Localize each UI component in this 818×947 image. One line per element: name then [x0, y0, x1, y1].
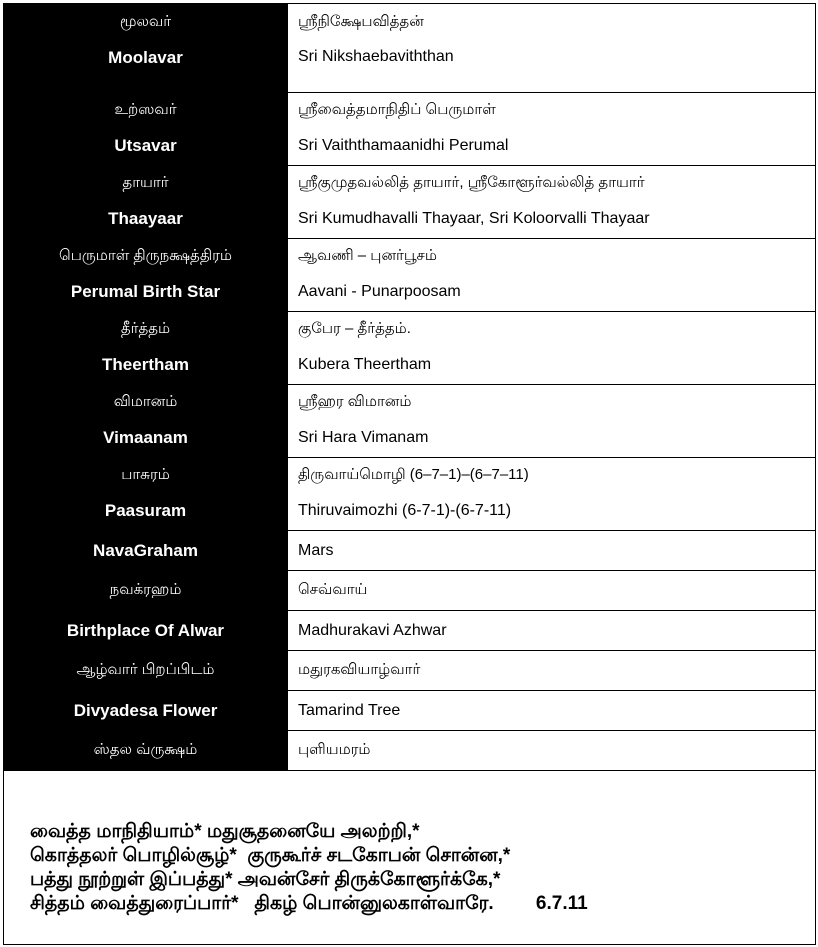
english-value: Sri Hara Vimanam — [298, 429, 429, 446]
table-row — [4, 166, 815, 239]
row-value-cell — [288, 691, 816, 731]
row-value-cell — [288, 166, 816, 239]
tamil-value: ஸ்ரீநிக்ஷேபவித்தன் — [298, 12, 424, 30]
temple-info-table — [4, 4, 815, 771]
english-value: Sri Nikshaebaviththan — [298, 48, 454, 65]
row-value: Madhurakavi Azhwar — [298, 621, 447, 639]
english-value: Aavani - Punarpoosam — [298, 283, 461, 300]
pasuram-line: வைத்த மாநிதியாம்* மதுசூதனையே அலற்றி,* — [30, 821, 420, 842]
row-value: மதுரகவியாழ்வார் — [298, 661, 421, 678]
row-label: NavaGraham — [93, 540, 198, 560]
tamil-label: பாசுரம் — [121, 465, 170, 483]
row-label-cell — [4, 93, 288, 166]
row-label-cell — [4, 731, 288, 771]
tamil-label: தாயார் — [122, 173, 169, 191]
english-label: Paasuram — [104, 501, 187, 520]
row-value-cell — [288, 731, 816, 771]
english-label: Thaayaar — [108, 209, 183, 228]
english-label: Perumal Birth Star — [70, 282, 221, 301]
row-label-cell — [4, 166, 288, 239]
table-row — [4, 531, 815, 571]
tamil-label: உற்ஸவர் — [114, 100, 177, 118]
row-label: ஆழ்வார் பிறப்பிடம் — [76, 661, 215, 678]
row-label-cell — [4, 571, 288, 611]
pasuram-verse — [4, 820, 815, 916]
row-value-cell — [288, 571, 816, 611]
tamil-value: திருவாய்மொழி (6–7–1)–(6–7–11) — [298, 465, 529, 483]
row-value-cell — [288, 611, 816, 651]
pasuram-line: கொத்தலர் பொழில்சூழ்* குருகூர்ச் சடகோபன் சொன்ன,* — [30, 845, 511, 866]
tamil-label: தீர்த்தம் — [120, 319, 171, 337]
temple-info-sheet — [3, 3, 816, 945]
row-label: ஸ்தல வ்ருக்ஷம் — [93, 741, 198, 758]
tamil-value: ஸ்ரீஹர விமானம் — [298, 392, 412, 410]
tamil-value: குபேர – தீர்த்தம். — [298, 319, 411, 337]
table-row — [4, 239, 815, 312]
row-label-cell — [4, 531, 288, 571]
tamil-label: மூலவர் — [119, 12, 172, 30]
row-label-cell — [4, 458, 288, 531]
english-label: Theertham — [102, 355, 189, 374]
row-label: நவக்ரஹம் — [109, 581, 182, 598]
table-row — [4, 312, 815, 385]
tamil-value: ஸ்ரீகுமுதவல்லித் தாயார், ஸ்ரீகோளூர்வல்லித் தாயார் — [298, 173, 645, 191]
row-value-cell — [288, 93, 816, 166]
english-label: Utsavar — [114, 136, 177, 155]
english-value: Sri Kumudhavalli Thayaar, Sri Koloorvalli Thayaar — [298, 210, 650, 227]
row-value: புளியமரம் — [298, 741, 371, 758]
row-value-cell — [288, 651, 816, 691]
table-row — [4, 458, 815, 531]
row-value: Mars — [298, 541, 334, 559]
pasuram-line: பத்து நூற்றுள் இப்பத்து* அவன்சேர் திருக்கோளூர்க்கே,* — [30, 869, 501, 890]
row-label-cell — [4, 312, 288, 385]
tamil-label: பெருமாள் திருநக்ஷத்திரம் — [59, 246, 232, 264]
pasuram-line: சித்தம் வைத்துரைப்பார்* திகழ் பொன்னுலகாள்வாரே. 6.7.11 — [30, 893, 588, 914]
row-value: Tamarind Tree — [298, 701, 401, 719]
row-label-cell — [4, 4, 288, 93]
english-label: Vimaanam — [103, 428, 188, 447]
table-row — [4, 571, 815, 611]
row-label-cell — [4, 385, 288, 458]
english-value: Sri Vaiththamaanidhi Perumal — [298, 137, 509, 154]
row-label-cell — [4, 651, 288, 691]
tamil-value: ஆவணி – புனர்பூசம் — [298, 246, 437, 264]
row-value-cell — [288, 385, 816, 458]
english-value: Thiruvaimozhi (6-7-1)-(6-7-11) — [298, 502, 512, 519]
row-value-cell — [288, 458, 816, 531]
tamil-value: ஸ்ரீவைத்தமாநிதிப் பெருமாள் — [298, 100, 496, 118]
row-value-cell — [288, 4, 816, 93]
row-label: Birthplace Of Alwar — [66, 620, 225, 640]
table-row — [4, 611, 815, 651]
table-row — [4, 691, 815, 731]
table-row — [4, 731, 815, 771]
row-label-cell — [4, 691, 288, 731]
row-value-cell — [288, 531, 816, 571]
english-value: Kubera Theertham — [298, 356, 432, 373]
row-label-cell — [4, 239, 288, 312]
table-row — [4, 651, 815, 691]
row-value-cell — [288, 239, 816, 312]
row-value-cell — [288, 312, 816, 385]
tamil-label: விமானம் — [113, 392, 178, 410]
row-label-cell — [4, 611, 288, 651]
table-row — [4, 4, 815, 93]
english-label: Moolavar — [108, 48, 183, 67]
table-row — [4, 385, 815, 458]
row-label: Divyadesa Flower — [73, 700, 218, 720]
row-value: செவ்வாய் — [298, 581, 368, 598]
table-row — [4, 93, 815, 166]
